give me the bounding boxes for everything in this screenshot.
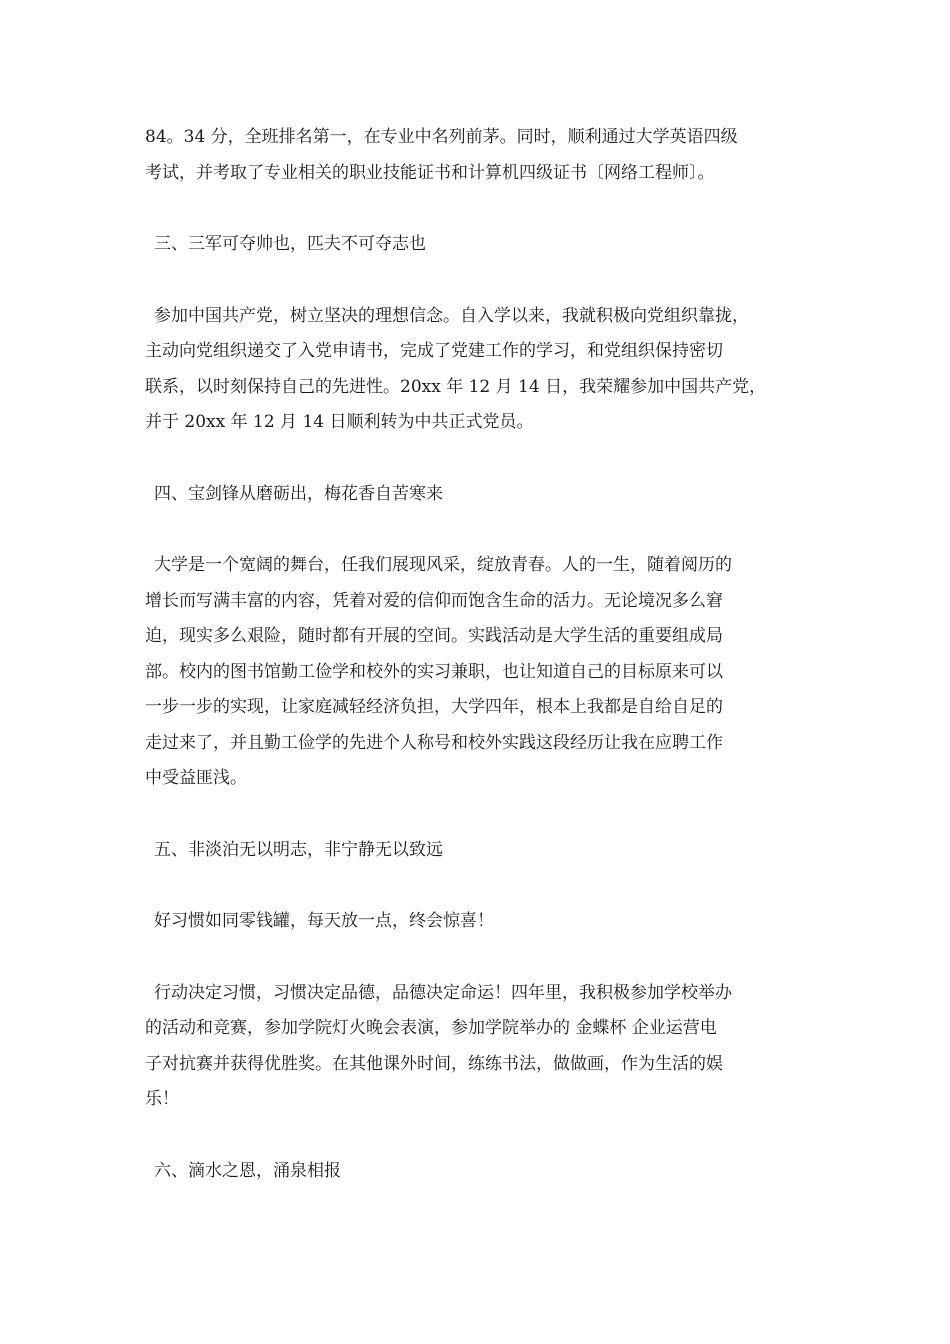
text-line: 联系，以时刻保持自己的先进性。20xx 年 12 月 14 日，我荣耀参加中国共产党， (145, 376, 767, 397)
section-heading-5: 五、非淡泊无以明志，非宁静无以致远 (154, 839, 443, 860)
section-heading-3: 三、三军可夺帅也，匹夫不可夺志也 (154, 234, 426, 254)
text-line: 参加中国共产党，树立坚决的理想信念。自入学以来，我就积极向党组织靠拢， (154, 305, 749, 326)
paragraph-university-stage (145, 548, 817, 797)
text-line: 好习惯如同零钱罐，每天放一点，终会惊喜！ (154, 911, 494, 931)
text-line: 增长而写满丰富的内容，凭着对爱的信仰而饱含生命的活力。无论境况多么窘 (145, 590, 723, 611)
text-line: 迫，现实多么艰险，随时都有开展的空间。实践活动是大学生活的重要组成局 (145, 626, 723, 646)
text-line: 乐！ (145, 1089, 179, 1109)
paragraph-activities (145, 976, 817, 1118)
text-line: 行动决定习惯，习惯决定品德，品德决定命运！四年里，我积极参加学校举办 (154, 982, 732, 1003)
text-line: 的活动和竞赛，参加学院灯火晚会表演，参加学院举办的 金蝶杯 企业运营电 (145, 1018, 717, 1038)
text-line: 中受益匪浅。 (145, 768, 247, 788)
text-line: 并于 20xx 年 12 月 14 日顺利转为中共正式党员。 (145, 412, 534, 432)
document-page (145, 120, 817, 1189)
text-line: 走过来了，并且勤工俭学的先进个人称号和校外实践这段经历让我在应聘工作 (145, 732, 723, 753)
paragraph-party (145, 299, 817, 441)
text-line: 考试，并考取了专业相关的职业技能证书和计算机四级证书〔网络工程师〕。 (145, 162, 715, 183)
text-line: 一步一步的实现，让家庭减轻经济负担，大学四年，根本上我都是自给自足的 (145, 697, 723, 717)
text-line: 子对抗赛并获得优胜奖。在其他课外时间，练练书法，做做画，作为生活的娱 (145, 1053, 723, 1074)
text-line: 主动向党组织递交了入党申请书，完成了党建工作的学习，和党组织保持密切 (145, 341, 723, 361)
text-line: 大学是一个宽阔的舞台，任我们展现风采，绽放青春。人的一生，随着阅历的 (154, 555, 732, 575)
section-heading-6: 六、滴水之恩，涌泉相报 (154, 1160, 341, 1181)
text-line: 84。34 分，全班排名第一，在专业中名列前茅。同时，顺利通过大学英语四级 (145, 127, 738, 147)
paragraph-habits (145, 904, 817, 940)
text-line: 部。校内的图书馆勤工俭学和校外的实习兼职，也让知道自己的目标原来可以 (145, 661, 723, 682)
section-heading-4: 四、宝剑锋从磨砺出，梅花香自苦寒来 (154, 483, 443, 504)
paragraph-grades (145, 120, 817, 191)
